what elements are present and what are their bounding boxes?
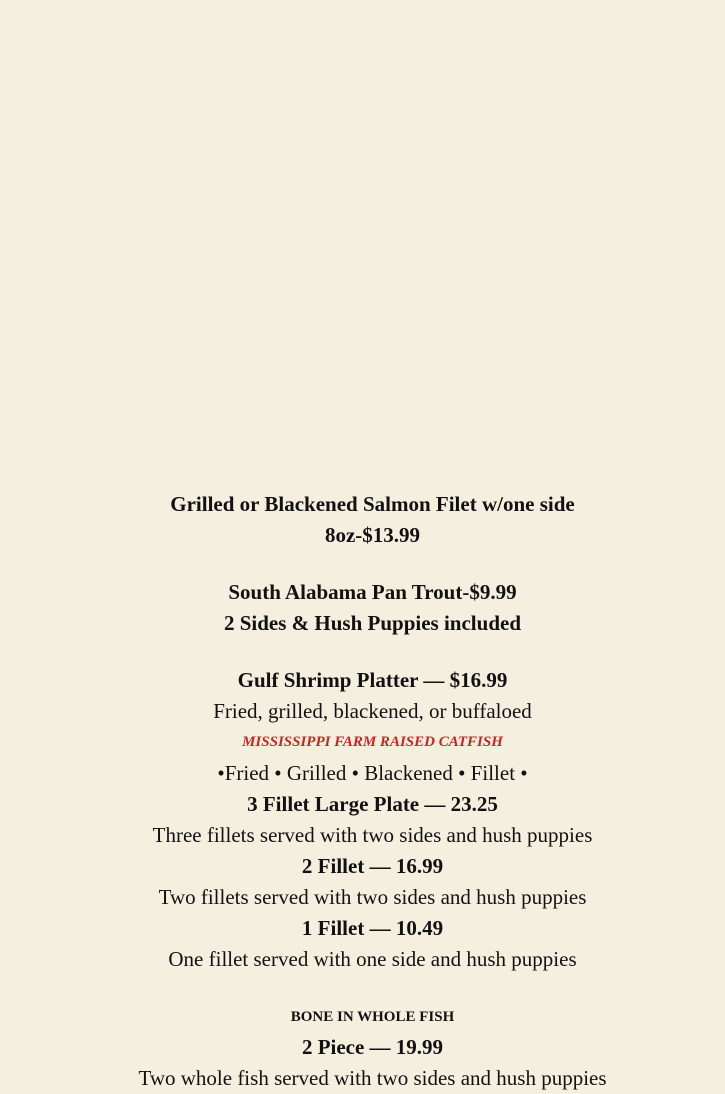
whole-fish-item-title: 2 Piece — 19.99 [301, 1035, 444, 1059]
catfish-item-title: 2 Fillet — 16.99 [301, 854, 444, 878]
catfish-item-description: Three fillets served with two sides and hush puppies [152, 823, 593, 847]
catfish-item-title: 3 Fillet Large Plate — 23.25 [247, 792, 498, 816]
trout-title: South Alabama Pan Trout-$9.99 [228, 580, 517, 604]
whole-fish-heading: BONE IN WHOLE FISH [290, 1009, 455, 1025]
menu-content [0, 489, 725, 1094]
shrimp-description: Fried, grilled, blackened, or buffaloed [213, 699, 532, 723]
catfish-item-title: 1 Fillet — 10.49 [301, 916, 444, 940]
salmon-price: 8oz-$13.99 [324, 523, 421, 547]
catfish-item-description: One fillet served with one side and hush puppies [168, 947, 577, 971]
catfish-heading: MISSISSIPPI FARM RAISED CATFISH [242, 734, 503, 750]
salmon-title: Grilled or Blackened Salmon Filet w/one side [170, 492, 575, 516]
shrimp-title: Gulf Shrimp Platter — $16.99 [237, 668, 508, 692]
catfish-item-description: Two fillets served with two sides and hush puppies [158, 885, 587, 909]
trout-note: 2 Sides & Hush Puppies included [223, 611, 521, 635]
catfish-styles: •Fried • Grilled • Blackened • Fillet • [217, 761, 528, 785]
whole-fish-item-description: Two whole fish served with two sides and hush puppies [138, 1066, 607, 1090]
